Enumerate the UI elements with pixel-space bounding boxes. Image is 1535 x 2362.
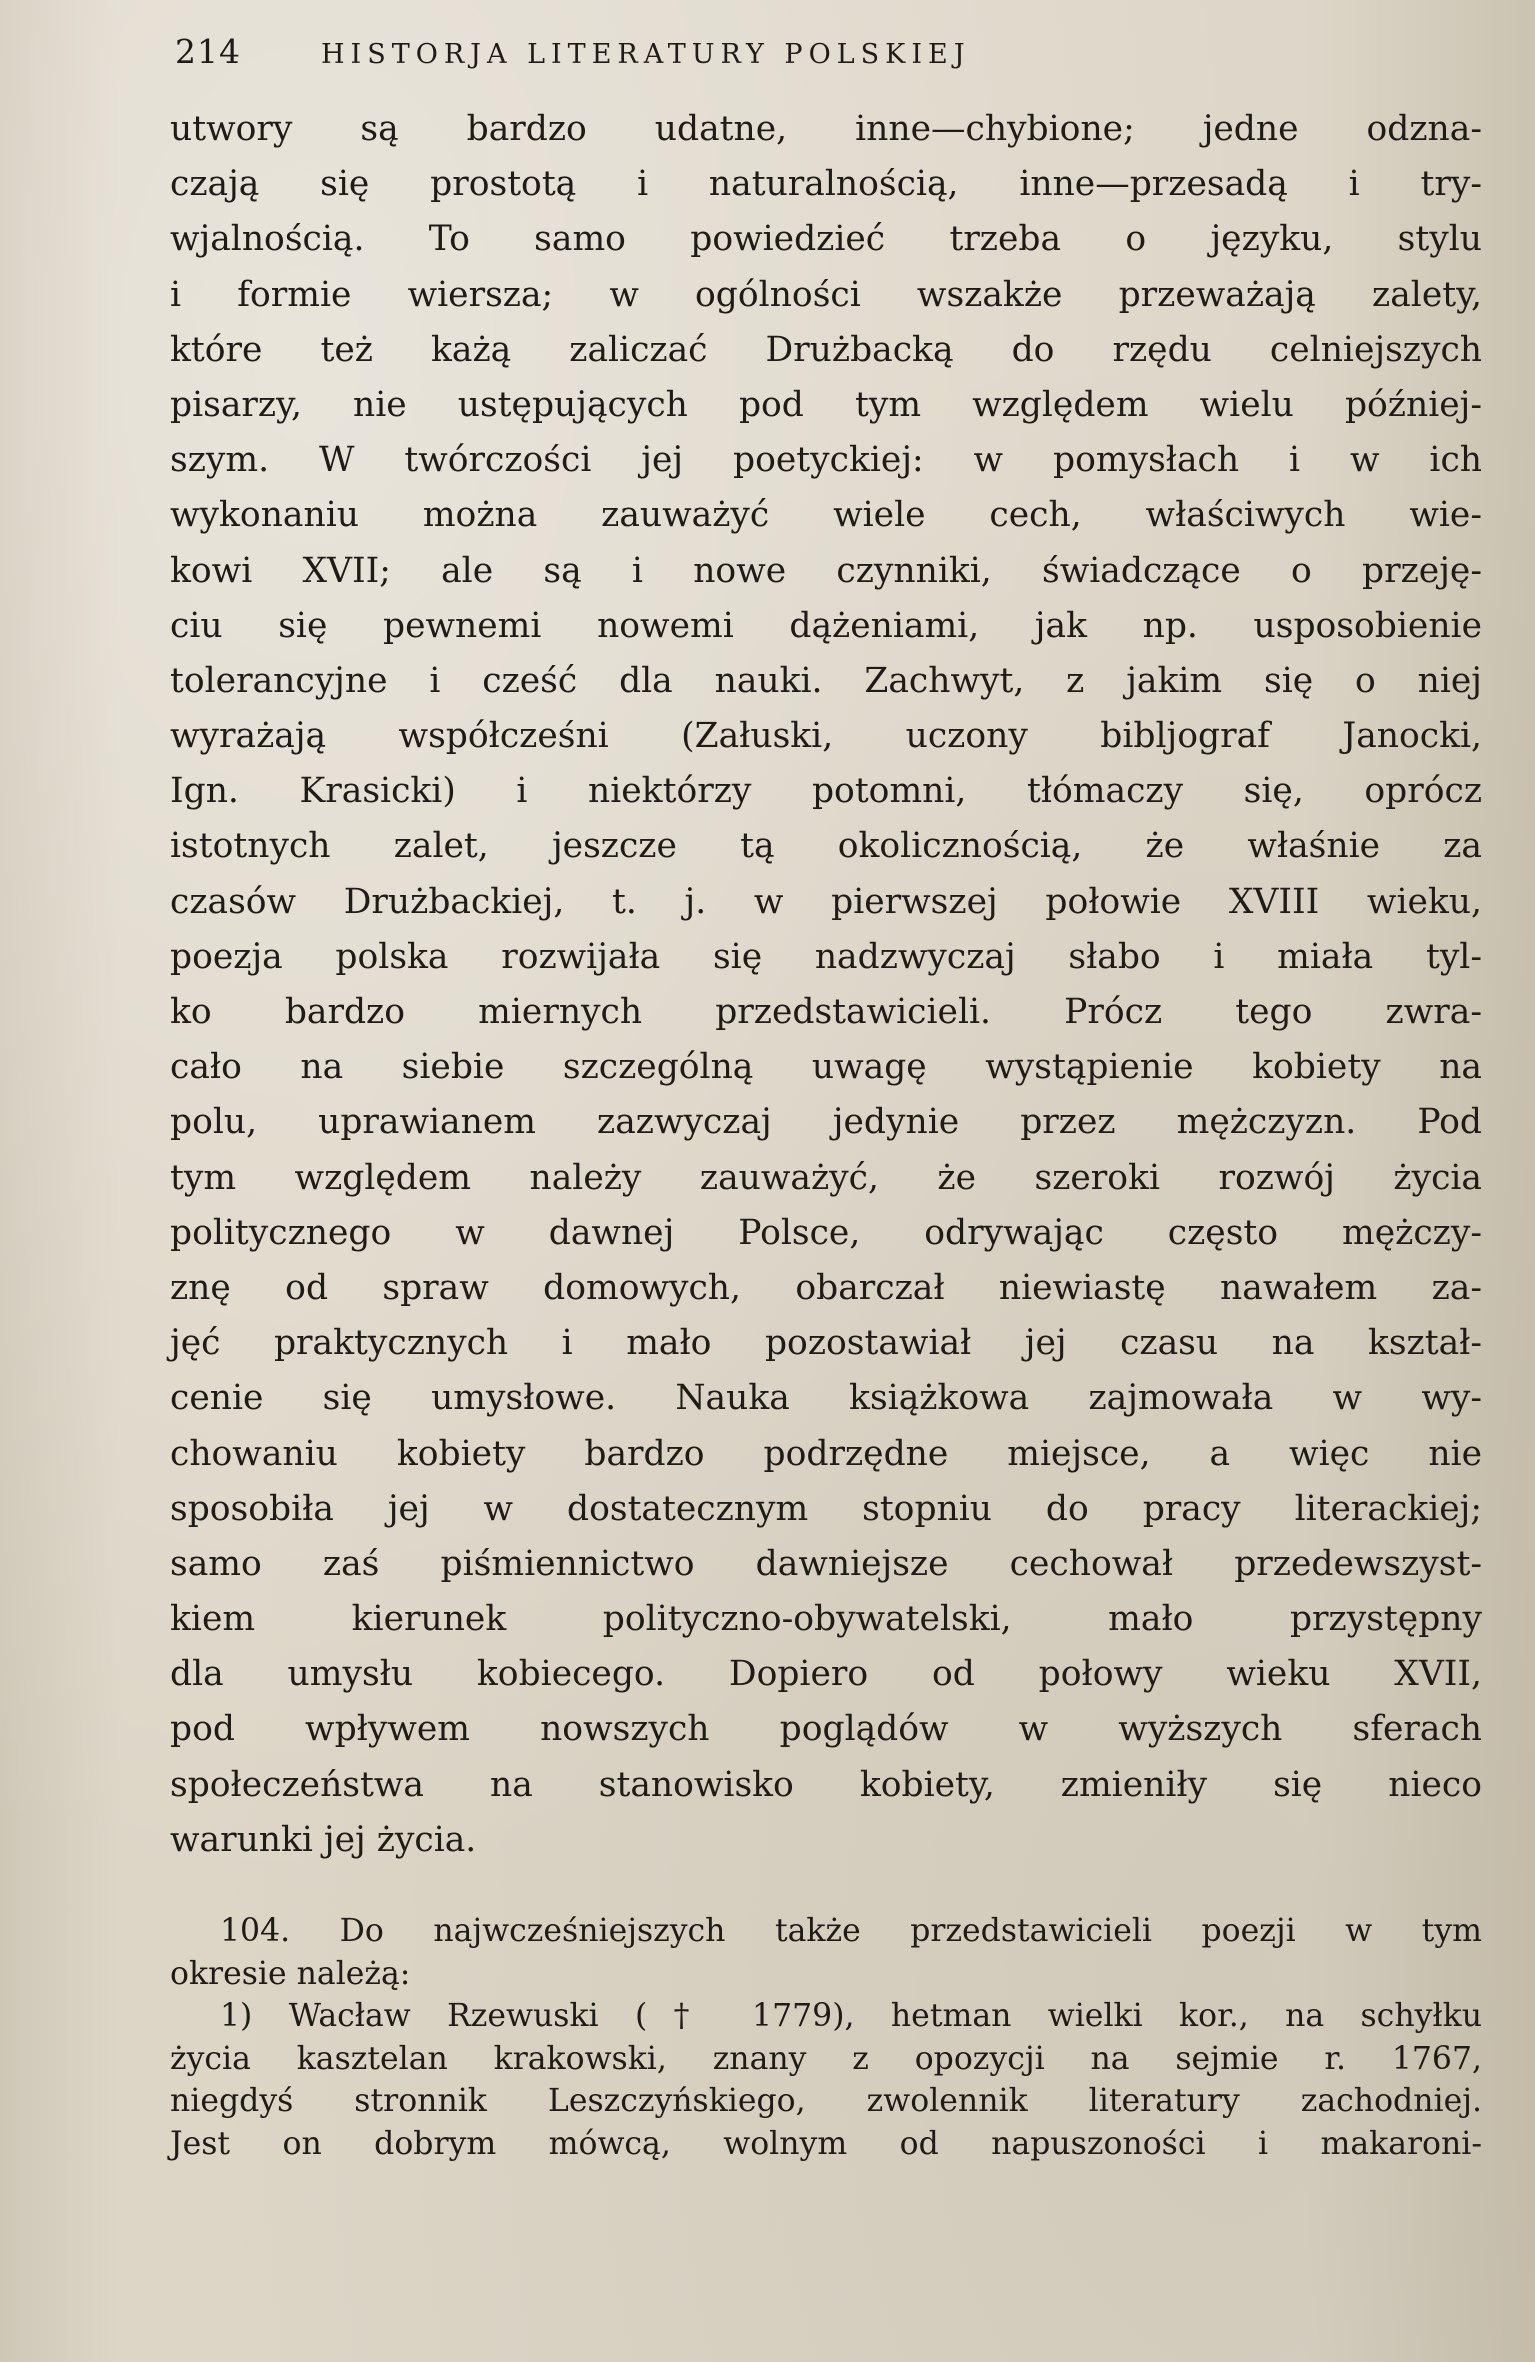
text-line: cało na siebie szczególną uwagę wystąpienie kobiety na [170, 1047, 1482, 1088]
text-line: wykonaniu można zauważyć wiele cech, właściwych wie- [170, 495, 1482, 536]
text-line: wjalnością. To samo powiedzieć trzeba o języku, stylu [170, 219, 1482, 260]
section-104 [170, 1910, 1482, 2165]
text-line: ciu się pewnemi nowemi dążeniami, jak np. usposobienie [170, 605, 1482, 646]
text-line: dla umysłu kobiecego. Dopiero od połowy wieku XVII, [170, 1654, 1482, 1695]
list-item-line: 1) Wacław Rzewuski († 1779), hetman wielki kor., na schyłku [220, 1998, 1482, 2034]
text-line: pod wpływem nowszych poglądów w wyższych sferach [170, 1709, 1482, 1750]
text-line: tym względem należy zauważyć, że szeroki rozwój życia [170, 1157, 1482, 1198]
text-line: sposobiła jej w dostatecznym stopniu do pracy literackiej; [170, 1488, 1482, 1529]
text-line: Ign. Krasicki) i niektórzy potomni, tłómaczy się, oprócz [170, 771, 1482, 812]
text-line: pisarzy, nie ustępujących pod tym względem wielu później- [170, 384, 1482, 425]
text-line: społeczeństwa na stanowisko kobiety, zmieniły się nieco [170, 1764, 1482, 1805]
text-line: polu, uprawianem zazwyczaj jedynie przez mężczyzn. Pod [170, 1102, 1482, 1143]
page-header [175, 32, 1355, 82]
section-line: okresie należą: [170, 1955, 411, 1992]
text-line: utwory są bardzo udatne, inne—chybione; jedne odzna- [170, 109, 1482, 149]
section-heading-line: 104. Do najwcześniejszych także przedstawicieli poezji w tym [220, 1913, 1482, 1949]
list-item-line: życia kasztelan krakowski, znany z opozycji na sejmie r. 1767, [170, 2040, 1482, 2077]
text-line: czasów Drużbackiej, t. j. w pierwszej połowie XVIII wieku, [170, 881, 1482, 922]
text-line: czają się prostotą i naturalnością, inne—przesadą i try- [170, 164, 1482, 205]
text-line: i formie wiersza; w ogólności wszakże przeważają zalety, [170, 274, 1482, 315]
text-line: jęć praktycznych i mało pozostawiał jej czasu na kształ- [170, 1323, 1482, 1364]
running-title: HISTORJA LITERATURY POLSKIEJ [321, 39, 971, 70]
text-line: istotnych zalet, jeszcze tą okolicznością, że właśnie za [170, 826, 1482, 867]
page-number: 214 [175, 32, 241, 71]
text-line: które też każą zaliczać Drużbacką do rzędu celniejszych [170, 329, 1482, 370]
list-item-line: niegdyś stronnik Leszczyńskiego, zwolennik literatury zachodniej. [170, 2083, 1482, 2119]
text-line: politycznego w dawnej Polsce, odrywając często mężczy- [170, 1212, 1482, 1253]
paragraph-last-line: warunki jej życia. [170, 1819, 477, 1860]
text-line: szym. W twórczości jej poetyckiej: w pomysłach i w ich [170, 440, 1482, 481]
text-line: tolerancyjne i cześć dla nauki. Zachwyt, z jakim się o niej [170, 660, 1482, 701]
text-line: kowi XVII; ale są i nowe czynniki, świadczące o przeję- [170, 550, 1482, 591]
text-line: wyrażają współcześni (Załuski, uczony bibljograf Janocki, [170, 716, 1482, 757]
text-line: kiem kierunek polityczno-obywatelski, mało przystępny [170, 1599, 1482, 1640]
text-line: znę od spraw domowych, obarczał niewiastę nawałem za- [170, 1267, 1482, 1308]
body-text [170, 102, 1482, 1868]
text-line: cenie się umysłowe. Nauka książkowa zajmowała w wy- [170, 1378, 1482, 1419]
text-line: poezja polska rozwijała się nadzwyczaj słabo i miała tyl- [170, 936, 1482, 977]
list-item-line: Jest on dobrym mówcą, wolnym od napuszoności i makaroni- [170, 2125, 1482, 2162]
text-line: ko bardzo miernych przedstawicieli. Prócz tego zwra- [170, 992, 1482, 1032]
text-line: samo zaś piśmiennictwo dawniejsze cechował przedewszyst- [170, 1543, 1482, 1584]
text-line: chowaniu kobiety bardzo podrzędne miejsce, a więc nie [170, 1433, 1482, 1474]
